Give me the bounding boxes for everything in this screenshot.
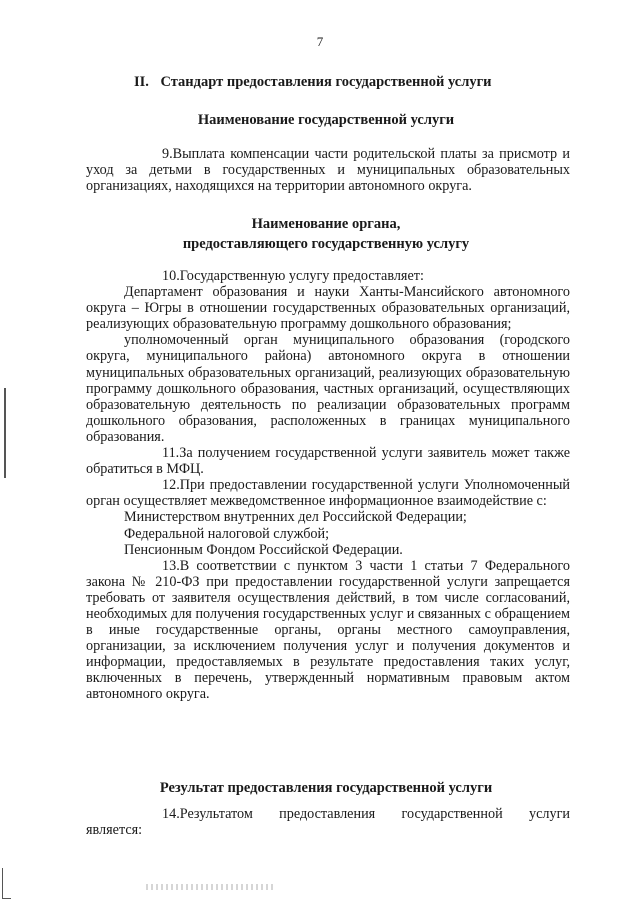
paragraph-number: 14. <box>162 806 180 822</box>
paragraph-12-item3: Пенсионным Фондом Российской Федерации. <box>124 541 403 558</box>
paragraph-14-line1: Результатом предоставления государственной услуги <box>179 806 570 822</box>
heading-service-name: Наименование государственной услуги <box>197 112 455 128</box>
paragraph-10-item1: Департамент образования и науки Ханты-Мансийского автономного округа – Югры в отношении государственных образовательных организаций, реализующих образовательную программу дошкольного образования; <box>86 284 570 333</box>
paragraph-number: 11. <box>162 445 180 462</box>
paragraph-number: 13. <box>162 557 180 574</box>
paragraph-13-text: В соответствии с пунктом 3 части 1 статьи 7 Федерального закона № 210-ФЗ при предоставлении государственной услуги запрещается требовать от заявителя осуществления действий, в том числе согласований, необходимых для получения государственных услуг и связанных с обращением в иные государственные органы, органы местного самоуправления, организации, за исключением получения услуг и получения документов и информации, предоставляемых в результате предоставления таких услуг, включенных в перечень, утвержденный нормативным правовым актом автономного округа. <box>86 557 570 703</box>
scan-noise <box>146 884 276 890</box>
section-roman-numeral: II. <box>134 74 149 90</box>
paragraph-14 <box>86 806 570 838</box>
paragraph-10-intro: Государственную услугу предоставляет: <box>179 268 424 284</box>
scan-margin-line <box>4 388 6 478</box>
paragraph-number: 12. <box>162 477 180 494</box>
paragraph-12-item2: Федеральной налоговой службой; <box>124 525 330 542</box>
heading-organ-line2: предоставляющего государственную услугу <box>182 236 470 252</box>
heading-organ <box>86 214 566 254</box>
paragraph-text: Выплата компенсации части родительской платы за присмотр и уход за детьми в государственных и муниципальных образовательных организациях, находящихся на территории автономного округа. <box>86 146 570 195</box>
page-number: 7 <box>316 34 324 49</box>
paragraph-number: 10. <box>162 268 180 284</box>
paragraph-12-item1: Министерством внутренних дел Российской Федерации; <box>124 509 467 526</box>
paragraph-12-text: При предоставлении государственной услуги Уполномоченный орган осуществляет межведомственное информационное взаимодействие с: <box>86 477 570 510</box>
scan-corner-mark <box>2 868 11 899</box>
paragraph-14-line2: является: <box>86 822 143 839</box>
section-heading <box>86 72 566 92</box>
heading-organ-line1: Наименование органа, <box>251 216 401 232</box>
paragraphs-10-13 <box>86 268 570 703</box>
paragraph-10-item2: уполномоченный орган муниципального образования (городского округа, муниципального района) автономного округа в отношении муниципальных образовательных организаций, реализующих образовательную программу дошкольного образования, частных организаций, осуществляющих образовательную деятельность по реализации образовательных программ дошкольного образования, расположенных в границах муниципального образования. <box>86 332 570 445</box>
paragraph-number: 9. <box>162 146 173 162</box>
paragraph-9 <box>86 146 570 194</box>
section-title: Стандарт предоставления государственной услуги <box>160 74 492 90</box>
paragraph-11-text: За получением государственной услуги заявитель может также обратиться в МФЦ. <box>86 445 570 478</box>
heading-result: Результат предоставления государственной услуги <box>159 780 493 796</box>
